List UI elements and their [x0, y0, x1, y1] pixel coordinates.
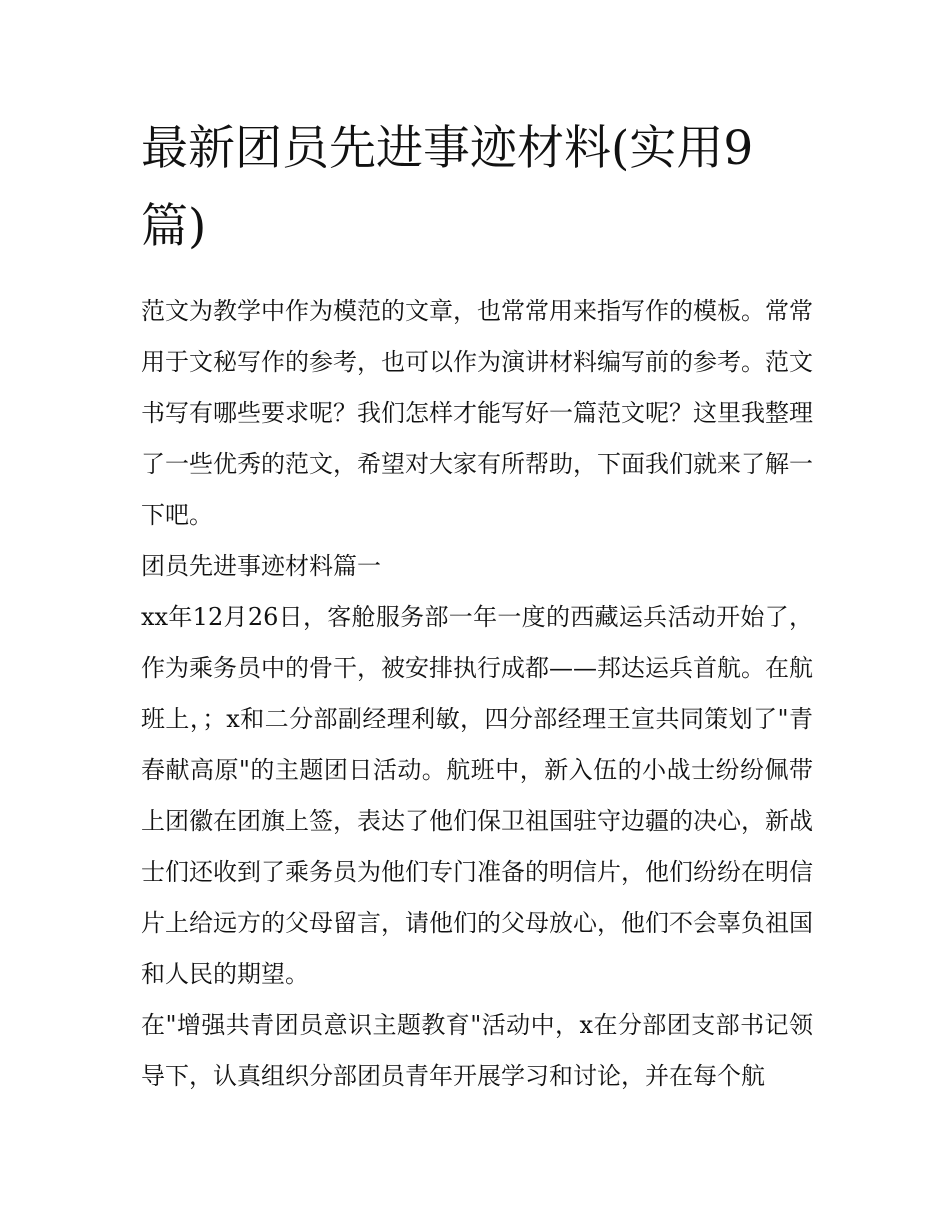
body-paragraph: xx年12月26日，客舱服务部一年一度的西藏运兵活动开始了，作为乘务员中的骨干，被安排执行成都——邦达运兵首航。在航班上，；x和二分部副经理利敏，四分部经理王宣共同策划了"青春献高原"的主题团日活动。航班中，新入伍的小战士纷纷佩带上团徽在团旗上签，表达了他们保卫祖国驻守边疆的决心，新战士们还收到了乘务员为他们专门准备的明信片，他们纷纷在明信片上给远方的父母留言，请他们的父母放心，他们不会辜负祖国和人民的期望。: [141, 603, 813, 988]
intro-paragraph: 范文为教学中作为模范的文章，也常常用来指写作的模板。常常用于文秘写作的参考，也可以作为演讲材料编写前的参考。范文书写有哪些要求呢？我们怎样才能写好一篇范文呢？这里我整理了一些优秀的范文，希望对大家有所帮助，下面我们就来了解一下吧。: [141, 297, 813, 529]
body-paragraph: 在"增强共青团员意识主题教育"活动中，x在分部团支部书记领导下，认真组织分部团员青年开展学习和讨论，并在每个航: [141, 1011, 813, 1090]
document-title: 最新团员先进事迹材料(实用9篇): [141, 121, 754, 254]
section-heading: 团员先进事迹材料篇一: [141, 552, 381, 580]
document-body: [141, 110, 813, 1102]
